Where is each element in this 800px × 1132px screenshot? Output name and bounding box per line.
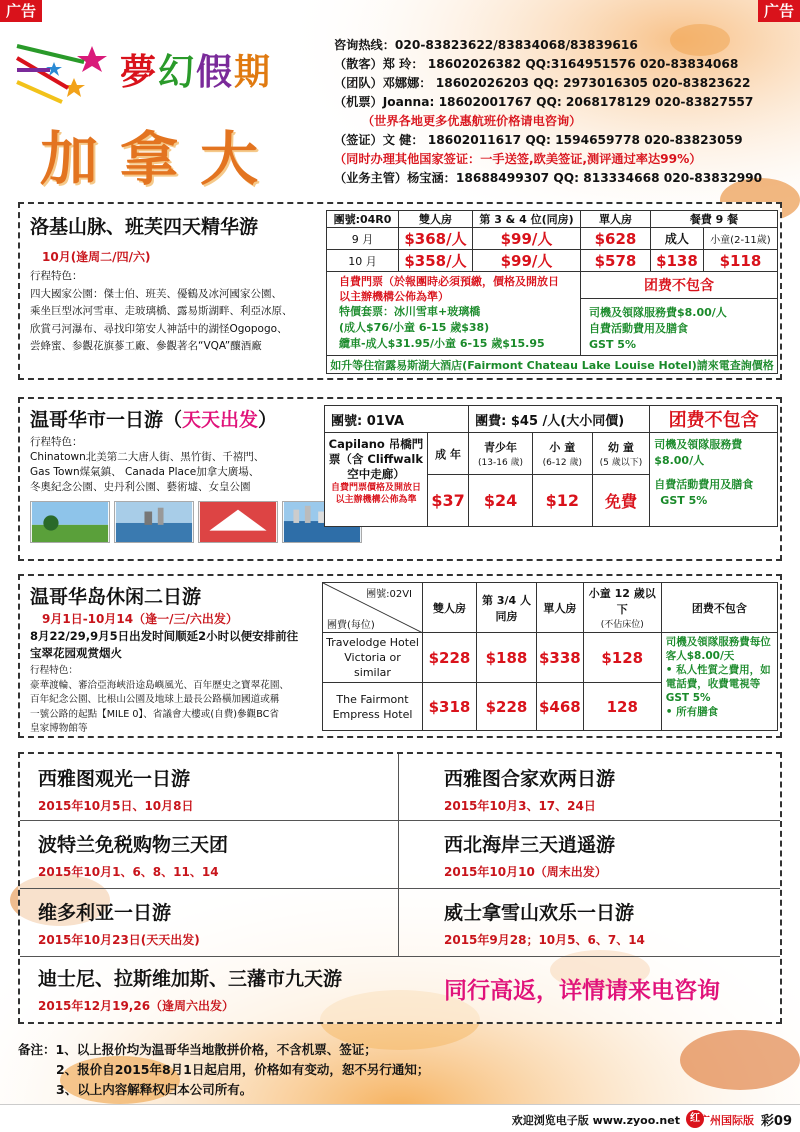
contact-air: （机票）Joanna: 18602001767 QQ: 2068178129 020-83827557 [334, 95, 754, 109]
tour-vancouver-island [18, 574, 782, 738]
tour-item: 波特兰免税购物三天团 2015年10月1、6、8、11、14 [38, 834, 229, 879]
tour-item: 维多利亚一日游 2015年10月23日(天天出发) [38, 902, 200, 947]
tour-item: 迪士尼、拉斯维加斯、三藩市九天游 2015年12月19,26（逢周六出发） [38, 968, 343, 1013]
contact-list [334, 36, 762, 188]
footer-edition: 广州国际版 [699, 1114, 754, 1127]
tour-title: 洛基山脉、班芙四天精华游 [30, 216, 259, 238]
ad-label-right: 广告 [758, 0, 800, 22]
red-circle-icon: 红 [686, 1110, 704, 1128]
tour-vancouver-city [18, 397, 782, 561]
photo-strip [30, 501, 362, 543]
contact-retail: （散客）郑 玲： 18602026382 QQ:3164951576 020-83834068 [334, 57, 739, 71]
page-number: 彩09 [760, 1114, 792, 1129]
park-photo [30, 501, 110, 543]
promo-text: 同行高返，详情请来电咨询 [444, 978, 720, 1004]
other-tours [18, 752, 782, 1024]
price-table: 團號:04R0 雙人房 第 3 & 4 位(同房) 單人房 餐費 9 餐 9 月 $368/人 $99/人 $628 成人 小童(2-11歲) 10 月 $358/人 $99/人 $578 $138 $118 自費門票（於報團時必須預繳，價格及開放日以主辦機構公佈為準） 特價套票：冰川雪車+玻璃橋 (成人$76/小童 6-15 歲$38) 纜車-成人$31.95/小童 6-15 歲$15.95 团费不包含 司機及領隊服務費$8.00/人 自費活動費用及膳食 GST 5% 如升等住宿露易斯湖大酒店(Fairmont Chateau Lake Louise Hotel)請來電查詢價格 [326, 210, 778, 374]
tour-title: 温哥华岛休闲二日游 [30, 586, 202, 608]
tour-title: 温哥华市一日游（天天出发） [30, 409, 278, 431]
footer-site: 欢迎浏览电子版 www.zyoo.net [511, 1114, 680, 1127]
tour-features: 行程特色： 四大國家公園：傑士伯、班芙、優鶴及冰河國家公園、 乘坐巨型冰河雪車、走玻璃橋、露易斯湖畔、利亞冰原、 欣賞弓河瀑布、尋找印第安人神話中的湖怪Ogopogo、 尝蜂蜜、参觀花旗蔘工廠、參觀著名“VQA”釀酒廠 [30, 270, 293, 352]
tour-note: 8月22/29,9月5日出发时间顺延2小时以便安排前往宝翠花园观赏烟火 [30, 629, 299, 660]
price-table: 團號:02VI 團費(每位) 雙人房 第 3/4 人同房 單人房 小童 12 歲以下 (不佔床位) 团费不包含 Travelodge Hotel Victoria or similar $228 $188 $338 $128 司機及領隊服務費每位客人$8.00/天 • 私人性質之費用，如電話費，收費電視等 GST 5% • 所有膳食 The Fairmont Empress Hotel $318 $228 $468 128 [322, 582, 778, 731]
canada-place-photo [198, 501, 278, 543]
tour-date: 9月1日-10月14（逢一/三/六出发） [42, 612, 238, 626]
page-title: 加拿大 [40, 125, 281, 193]
shooting-stars-icon [12, 36, 112, 116]
contact-note-flights: （世界各地更多优惠航班价格请电咨询） [362, 114, 582, 128]
price-table: 團號: 01VA 團費: $45 /人(大小同價) 团费不包含 Capilano 吊橋門票（含 Cliffwalk 空中走廊） 自費門票價格及開放日以主辦機構公佈為準 成 年 青少年 (13-16 歲) 小 童 (6-12 歲) 幼 童 (5 歲以下) 司機及領隊服務費$8.00/人 自費活動費用及膳食 GST 5% $37 $24 $12 免費 [324, 405, 778, 527]
tour-item: 西雅图观光一日游 2015年10月5日、10月8日 [38, 768, 194, 813]
harbour-photo [114, 501, 194, 543]
contact-manager: （业务主管）杨宝涵：18688499307 QQ: 813334668 020-83832990 [334, 171, 763, 185]
tour-features: 行程特色： Chinatown北美第二大唐人街、黑竹街、千禧門、 Gas Town煤氣鎮、 Canada Place加拿大廣場、 冬奧紀念公園、史丹利公園、藝術墟、女皇公園 [30, 436, 265, 493]
ad-label-left: 广告 [0, 0, 42, 22]
tour-features: 行程特色： 豪華渡輪、審洽亞海峽沿途島嶼風光、百年歷史之寶翠花園、 百年紀念公園、比根山公園及地球上最長公路橫加國道或稱 一號公路的起點【MILE 0】、省議會大樓或(自費)參觀BC省 皇家博物館等 [30, 665, 290, 734]
footer [0, 1104, 800, 1132]
brand-logo: 夢幻假期 [120, 51, 273, 93]
contact-group: （团队）邓娜娜： 18602026203 QQ: 2973016305 020-83823622 [334, 76, 751, 90]
notes: 备注：1、以上报价均为温哥华当地散拼价格，不含机票、签证； 2、报价自2015年8月1日起启用，价格如有变动，恕不另行通知； 3、以上内容解释权归本公司所有。 [18, 1042, 430, 1097]
hotline: 咨询热线：020-83823622/83834068/83839616 [334, 38, 638, 52]
tour-date: 10月(逢周二/四/六) [42, 250, 151, 264]
tour-item: 西北海岸三天逍遥游 2015年10月10（周末出发） [444, 834, 616, 879]
tour-rockies [18, 202, 782, 380]
contact-visa: （签证）文 健： 18602011617 QQ: 1594659778 020-83823059 [334, 133, 743, 147]
contact-note-visa: （同时办理其他国家签证：一手送签,欧美签证,测评通过率达99%） [334, 152, 702, 166]
tour-item: 西雅图合家欢两日游 2015年10月3、17、24日 [444, 768, 616, 813]
tour-item: 威士拿雪山欢乐一日游 2015年9月28；10月5、6、7、14 [444, 902, 645, 947]
